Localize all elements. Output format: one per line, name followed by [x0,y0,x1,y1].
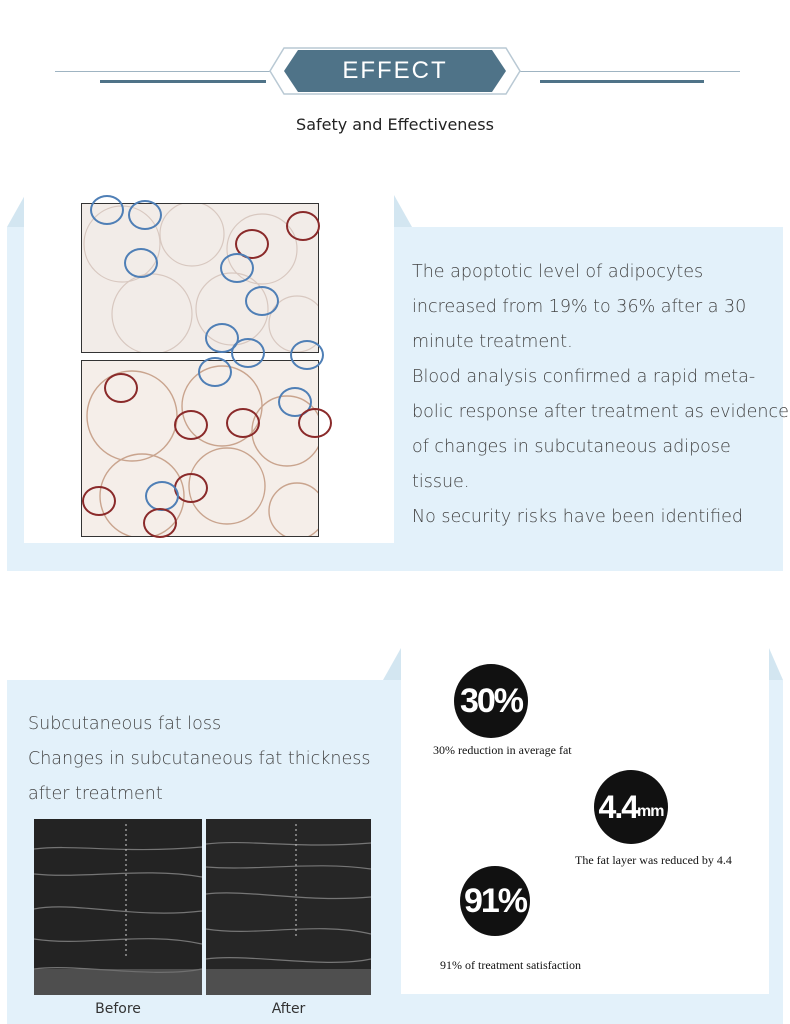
text-line: increased from 19% to 36% after a 30 [412,297,747,317]
blue-circle-marker [198,357,232,387]
ultrasound-after-image [206,819,371,995]
header-bar-left [100,80,266,83]
stat-badge-text: 30% [459,681,523,720]
blue-circle-marker [128,200,162,230]
text-line: Blood analysis confirmed a rapid meta- [412,367,756,387]
red-circle-marker [174,473,208,503]
text-line: No security risks have been identified [412,507,744,527]
section2-corner-right [769,648,783,680]
stat-caption: The fat layer was reduced by 4.4 [575,853,732,867]
blue-circle-marker [124,248,158,278]
stat-badge-number: 4.4 [598,788,638,825]
text-line: of changes in subcutaneous adipose [412,437,731,457]
header-bar-right [540,80,704,83]
red-circle-marker [298,408,332,438]
red-circle-marker [143,508,177,538]
stat-badge-30-percent [454,664,528,738]
header-line-left [55,71,270,72]
text-line: minute treatment. [412,332,573,352]
stat-badge-4-4-mm [594,770,668,844]
stat-caption: 30% reduction in average fat [433,743,572,757]
section2-corner-left [383,648,401,680]
stat-badge-text: 91% [463,881,527,920]
text-line: after treatment [28,784,163,804]
stat-caption: 91% of treatment satisfaction [440,958,581,972]
after-label: After [271,1001,306,1017]
ultrasound-before-image [34,819,202,995]
text-line: Changes in subcutaneous fat thickness [28,749,371,769]
stat-badge-unit: mm [637,803,664,820]
blue-circle-marker [220,253,254,283]
before-label: Before [95,1001,141,1017]
stat-badge-91-percent [460,866,530,936]
text-line: bolic response after treatment as evidence [412,402,789,422]
red-circle-marker [104,373,138,403]
blue-circle-marker [290,340,324,370]
section1-corner-left [7,195,25,227]
page-title: EFFECT [342,57,448,84]
red-circle-marker [82,486,116,516]
blue-circle-marker [90,195,124,225]
blue-circle-marker [145,481,179,511]
section2-text [28,707,388,812]
blue-circle-marker [231,338,265,368]
blue-circle-marker [245,286,279,316]
section1-text [412,255,789,535]
text-line: tissue. [412,472,470,492]
text-line: The apoptotic level of adipocytes [412,262,704,282]
section1-corner-right [394,195,412,227]
red-circle-marker [286,211,320,241]
header-line-right [520,71,740,72]
page-subtitle: Safety and Effectiveness [296,115,494,134]
red-circle-marker [174,410,208,440]
header-banner [284,50,506,92]
red-circle-marker [226,408,260,438]
microscopy-image-top [81,203,319,353]
text-line: Subcutaneous fat loss [28,714,222,734]
